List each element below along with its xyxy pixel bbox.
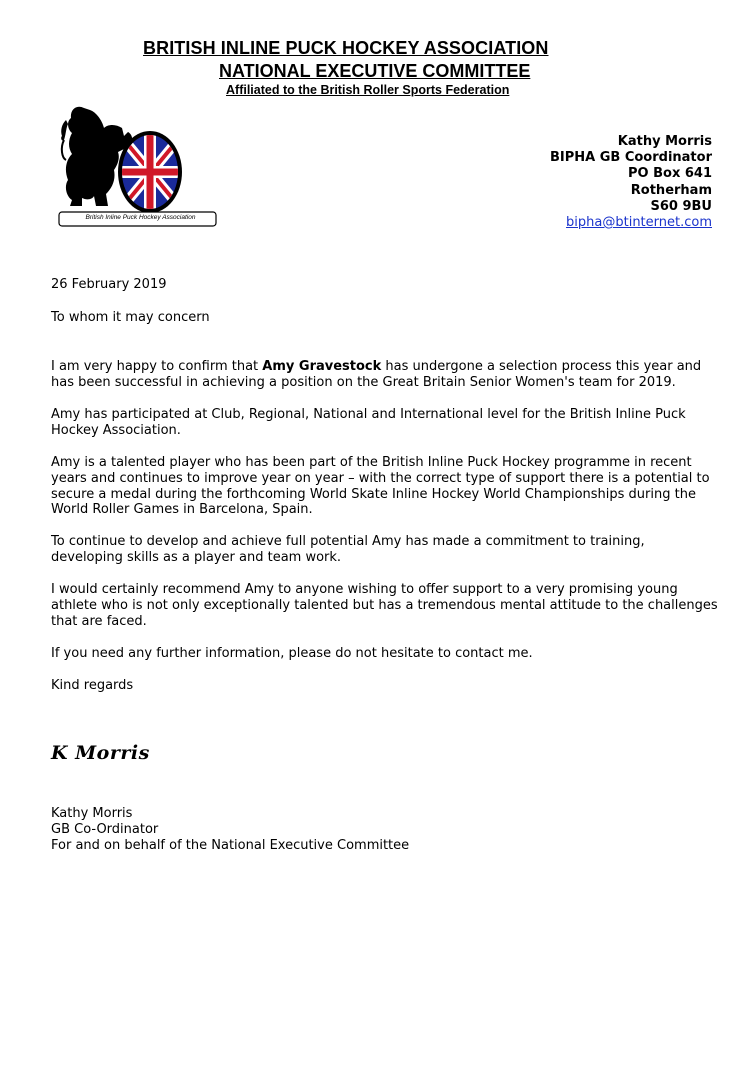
- signatory-title: GB Co-Ordinator: [51, 822, 159, 837]
- letter-salutation: To whom it may concern: [51, 310, 210, 325]
- paragraph-talent: Amy is a talented player who has been part of the British Inline Puck Hockey programme in recent years and continues to improve year on year – with the correct type of support there is a potential to secure a medal during the forthcoming World Skate Inline Hockey World Championships during the World Roller Games in Barcelona, Spain.: [51, 455, 710, 518]
- sender-name: Kathy Morris: [617, 134, 712, 149]
- paragraph-text: I am very happy to confirm that: [51, 359, 263, 374]
- letterhead-affiliation: Affiliated to the British Roller Sports Federation: [226, 83, 510, 97]
- paragraph-text: has undergone a selection process this year and has been successful in achieving a position on the Great Britain Senior Women's team for 2019.: [51, 359, 702, 390]
- paragraph-confirmation: [51, 359, 719, 391]
- paragraph-participation: Amy has participated at Club, Regional, National and International level for the British Inline Puck Hockey Association.: [51, 407, 686, 438]
- paragraph-contact: If you need any further information, please do not hesitate to contact me.: [51, 646, 533, 661]
- sender-city: Rotherham: [630, 182, 712, 198]
- sender-postcode: S60 9BU: [650, 198, 712, 214]
- signatory-behalf: For and on behalf of the National Executive Committee: [51, 838, 410, 853]
- sender-po-box: PO Box 641: [628, 166, 712, 182]
- athlete-name: Amy Gravestock: [262, 359, 382, 374]
- lion-and-union-jack-shield-icon: [56, 100, 221, 230]
- paragraph-recommendation: I would certainly recommend Amy to anyone wishing to offer support to a very promising young athlete who is not only exceptionally talented but has a tremendous mental attitude to the challenges that are faced.: [51, 582, 718, 629]
- logo-caption: British Inline Puck Hockey Association: [85, 214, 196, 221]
- letter-closing: Kind regards: [51, 678, 134, 693]
- paragraph-commitment: To continue to develop and achieve full potential Amy has made a commitment to training, developing skills as a player and team work.: [51, 534, 645, 565]
- letterhead-title: BRITISH INLINE PUCK HOCKEY ASSOCIATION: [143, 38, 549, 58]
- sender-title: BIPHA GB Coordinator: [549, 150, 712, 166]
- letter-date: 26 February 2019: [51, 277, 167, 292]
- handwritten-signature: K Morris: [51, 742, 150, 764]
- sender-address: [550, 134, 712, 231]
- letterhead-subtitle: NATIONAL EXECUTIVE COMMITTEE: [219, 61, 531, 81]
- sender-email-link[interactable]: bipha@btinternet.com: [566, 215, 712, 231]
- signatory-name: Kathy Morris: [51, 806, 133, 821]
